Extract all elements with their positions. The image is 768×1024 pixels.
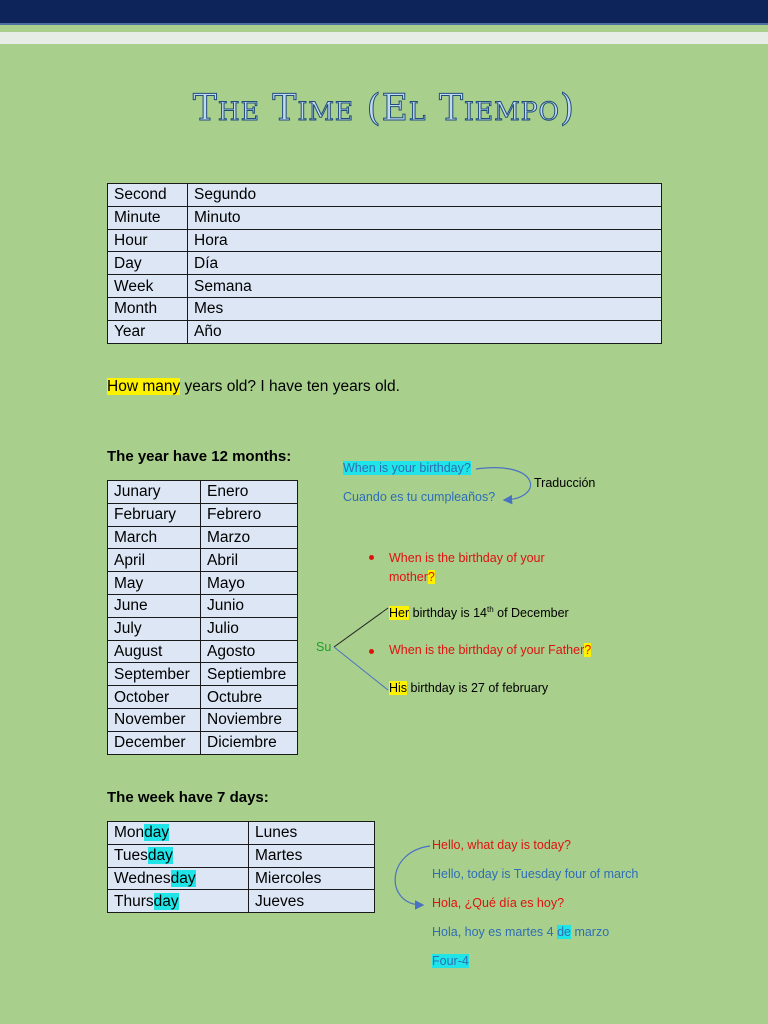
day-spanish: Miercoles — [249, 867, 375, 890]
month-row — [108, 640, 298, 663]
months-heading: The year have 12 months: — [107, 448, 292, 465]
mother-question: When is the birthday of your mother? — [389, 551, 545, 584]
su-label: Su — [316, 640, 332, 654]
dialogue-answer-es: Hola, hoy es martes 4 de marzo — [432, 925, 610, 939]
day-spanish: Jueves — [249, 890, 375, 913]
time-unit-english: Second — [108, 184, 188, 207]
birthday-question-es: Cuando es tu cumpleaños? — [343, 490, 496, 504]
month-row — [108, 572, 298, 595]
birthday-question-en: When is your birthday? — [343, 461, 471, 475]
week-days-table — [107, 821, 375, 913]
time-unit-row — [108, 275, 662, 298]
month-english: November — [108, 708, 201, 731]
dialogue-answer-en: Hello, today is Tuesday four of march — [432, 867, 639, 881]
day-spanish: Lunes — [249, 822, 375, 845]
bullet-father — [369, 649, 374, 654]
translation-label: Traducción — [534, 476, 596, 490]
day-english: Wednesday — [108, 867, 249, 890]
day-row — [108, 844, 375, 867]
time-unit-row — [108, 297, 662, 320]
month-english: September — [108, 663, 201, 686]
time-unit-english: Year — [108, 320, 188, 343]
month-spanish: Octubre — [201, 686, 298, 709]
month-spanish: Agosto — [201, 640, 298, 663]
month-english: October — [108, 686, 201, 709]
time-unit-row — [108, 252, 662, 275]
su-line-his — [334, 647, 388, 690]
month-row — [108, 617, 298, 640]
time-unit-english: Minute — [108, 206, 188, 229]
month-row — [108, 731, 298, 754]
header-stripe — [0, 32, 768, 44]
day-spanish: Martes — [249, 844, 375, 867]
his-answer: His birthday is 27 of february — [389, 681, 549, 695]
month-spanish: Septiembre — [201, 663, 298, 686]
month-row — [108, 526, 298, 549]
month-spanish: Mayo — [201, 572, 298, 595]
time-unit-english: Week — [108, 275, 188, 298]
time-unit-spanish: Hora — [188, 229, 662, 252]
day-row — [108, 890, 375, 913]
age-question — [107, 378, 400, 396]
bullet-mother — [369, 555, 374, 560]
month-row — [108, 481, 298, 504]
month-row — [108, 503, 298, 526]
dialogue-note: Four-4 — [432, 954, 469, 968]
month-english: February — [108, 503, 201, 526]
time-unit-english: Hour — [108, 229, 188, 252]
dialogue-question-en: Hello, what day is today? — [432, 838, 571, 852]
time-unit-english: Month — [108, 297, 188, 320]
month-spanish: Marzo — [201, 526, 298, 549]
age-question-highlight: How many — [107, 378, 181, 395]
month-english: August — [108, 640, 201, 663]
month-spanish: Diciembre — [201, 731, 298, 754]
week-heading: The week have 7 days: — [107, 789, 269, 806]
month-english: June — [108, 594, 201, 617]
day-english: Monday — [108, 822, 249, 845]
month-spanish: Febrero — [201, 503, 298, 526]
month-english: April — [108, 549, 201, 572]
month-row — [108, 686, 298, 709]
month-spanish: Noviembre — [201, 708, 298, 731]
day-english: Thursday — [108, 890, 249, 913]
month-english: Junary — [108, 481, 201, 504]
month-spanish: Julio — [201, 617, 298, 640]
month-row — [108, 549, 298, 572]
age-question-rest: years old? I have ten years old. — [180, 378, 400, 395]
time-unit-english: Day — [108, 252, 188, 275]
month-english: May — [108, 572, 201, 595]
page-title: The Time (El Tiempo) — [192, 88, 576, 129]
months-table — [107, 480, 298, 755]
month-english: July — [108, 617, 201, 640]
time-unit-spanish: Semana — [188, 275, 662, 298]
month-spanish: Junio — [201, 594, 298, 617]
day-row — [108, 822, 375, 845]
month-english: March — [108, 526, 201, 549]
time-unit-spanish: Año — [188, 320, 662, 343]
time-unit-row — [108, 184, 662, 207]
month-row — [108, 594, 298, 617]
month-row — [108, 708, 298, 731]
month-spanish: Enero — [201, 481, 298, 504]
month-spanish: Abril — [201, 549, 298, 572]
time-unit-spanish: Minuto — [188, 206, 662, 229]
dialogue-arrow — [395, 846, 430, 905]
header-bar — [0, 0, 768, 25]
su-line-her — [334, 608, 388, 647]
time-unit-row — [108, 229, 662, 252]
time-unit-spanish: Mes — [188, 297, 662, 320]
time-unit-spanish: Día — [188, 252, 662, 275]
dialogue-question-es: Hola, ¿Qué día es hoy? — [432, 896, 565, 910]
father-question: When is the birthday of your Father? — [389, 643, 592, 657]
her-answer: Her birthday is 14th of December — [389, 605, 569, 621]
time-unit-row — [108, 320, 662, 343]
month-english: December — [108, 731, 201, 754]
day-row — [108, 867, 375, 890]
time-unit-spanish: Segundo — [188, 184, 662, 207]
day-english: Tuesday — [108, 844, 249, 867]
time-units-table — [107, 183, 662, 344]
time-unit-row — [108, 206, 662, 229]
month-row — [108, 663, 298, 686]
